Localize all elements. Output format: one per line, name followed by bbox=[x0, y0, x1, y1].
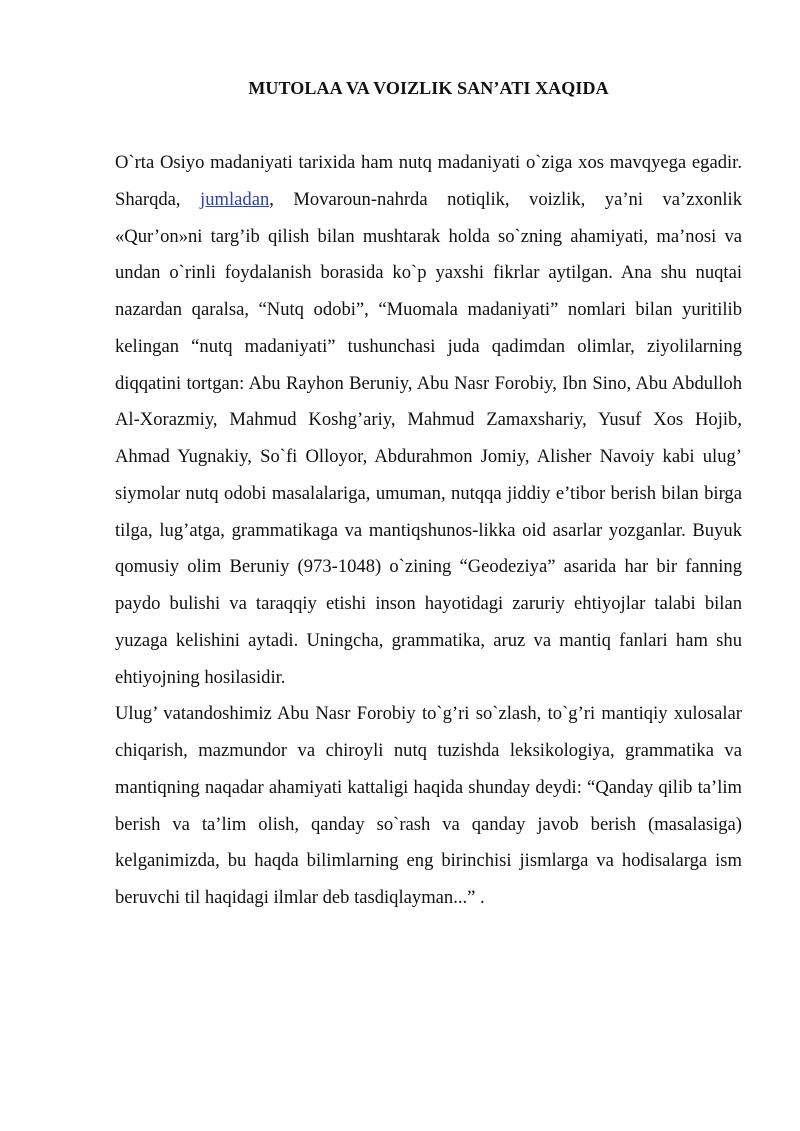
document-page bbox=[115, 74, 742, 917]
paragraph-1 bbox=[115, 145, 742, 696]
paragraph-1-text-end: , Movaroun-nahrda notiqlik, voizlik, ya’ni va’zxonlik «Qur’on»ni targ’ib qilish bilan mushtarak holda so`zning ahamiyati, ma’nosi va undan o`rinli foydalanish borasida ko`p yaxshi fikrlar aytilgan. Ana shu nuqtai nazardan qaralsa, “Nutq odobi”, “Muomala madaniyati” nomlari bilan yuritilib kelingan “nutq madaniyati” tushunchasi juda qadimdan olimlar, ziyolilarning diqqatini tortgan: Abu Rayhon Beruniy, Abu Nasr Forobiy, Ibn Sino, Abu Abdulloh Al-Xorazmiy, Mahmud Koshg’ariy, Mahmud Zamaxshariy, Yusuf Xos Hojib, Ahmad Yugnakiy, So`fi Olloyor, Abdurahmon Jomiy, Alisher Navoiy kabi ulug’ siymolar nutq odobi masalalariga, umuman, nutqqa jiddiy e’tibor berish bilan birga tilga, lug’atga, grammatikaga va mantiqshunos-likka oid asarlar yozganlar. Buyuk qomusiy olim Beruniy (973-1048) o`zining “Geodeziya” asarida har bir fanning paydo bulishi va taraqqiy etishi inson hayotidagi zaruriy ehtiyojlar talabi bilan yuzaga kelishini aytadi. Uningcha, grammatika, aruz va mantiq fanlari ham shu ehtiyojning hosilasidir. bbox=[115, 188, 742, 688]
document-title: MUTOLAA VA VOIZLIK SAN’ATI XAQIDA bbox=[248, 78, 609, 98]
paragraph-2: Ulug’ vatandoshimiz Abu Nasr Forobiy to`g’ri so`zlash, to`g’ri mantiqiy xulosalar chiqarish, mazmundor va chiroyli nutq tuzishda leksikologiya, grammatika va mantiqning naqadar ahamiyati kattaligi haqida shunday deydi: “Qanday qilib ta’lim berish va ta’lim olish, qanday so`rash va qanday javob berish (masalasiga) kelganimizda, bu haqda bilimlarning eng birinchisi jismlarga va hodisalarga ism beruvchi til haqidagi ilmlar deb tasdiqlayman...” . bbox=[115, 703, 742, 908]
paragraph-1-text-start: O`rta Osiyo madaniyati tarixida ham nutq madaniyati o`ziga xos mavqyega egadir. Sharqda, bbox=[115, 152, 742, 210]
jumladan-link[interactable]: jumladan bbox=[200, 188, 270, 210]
